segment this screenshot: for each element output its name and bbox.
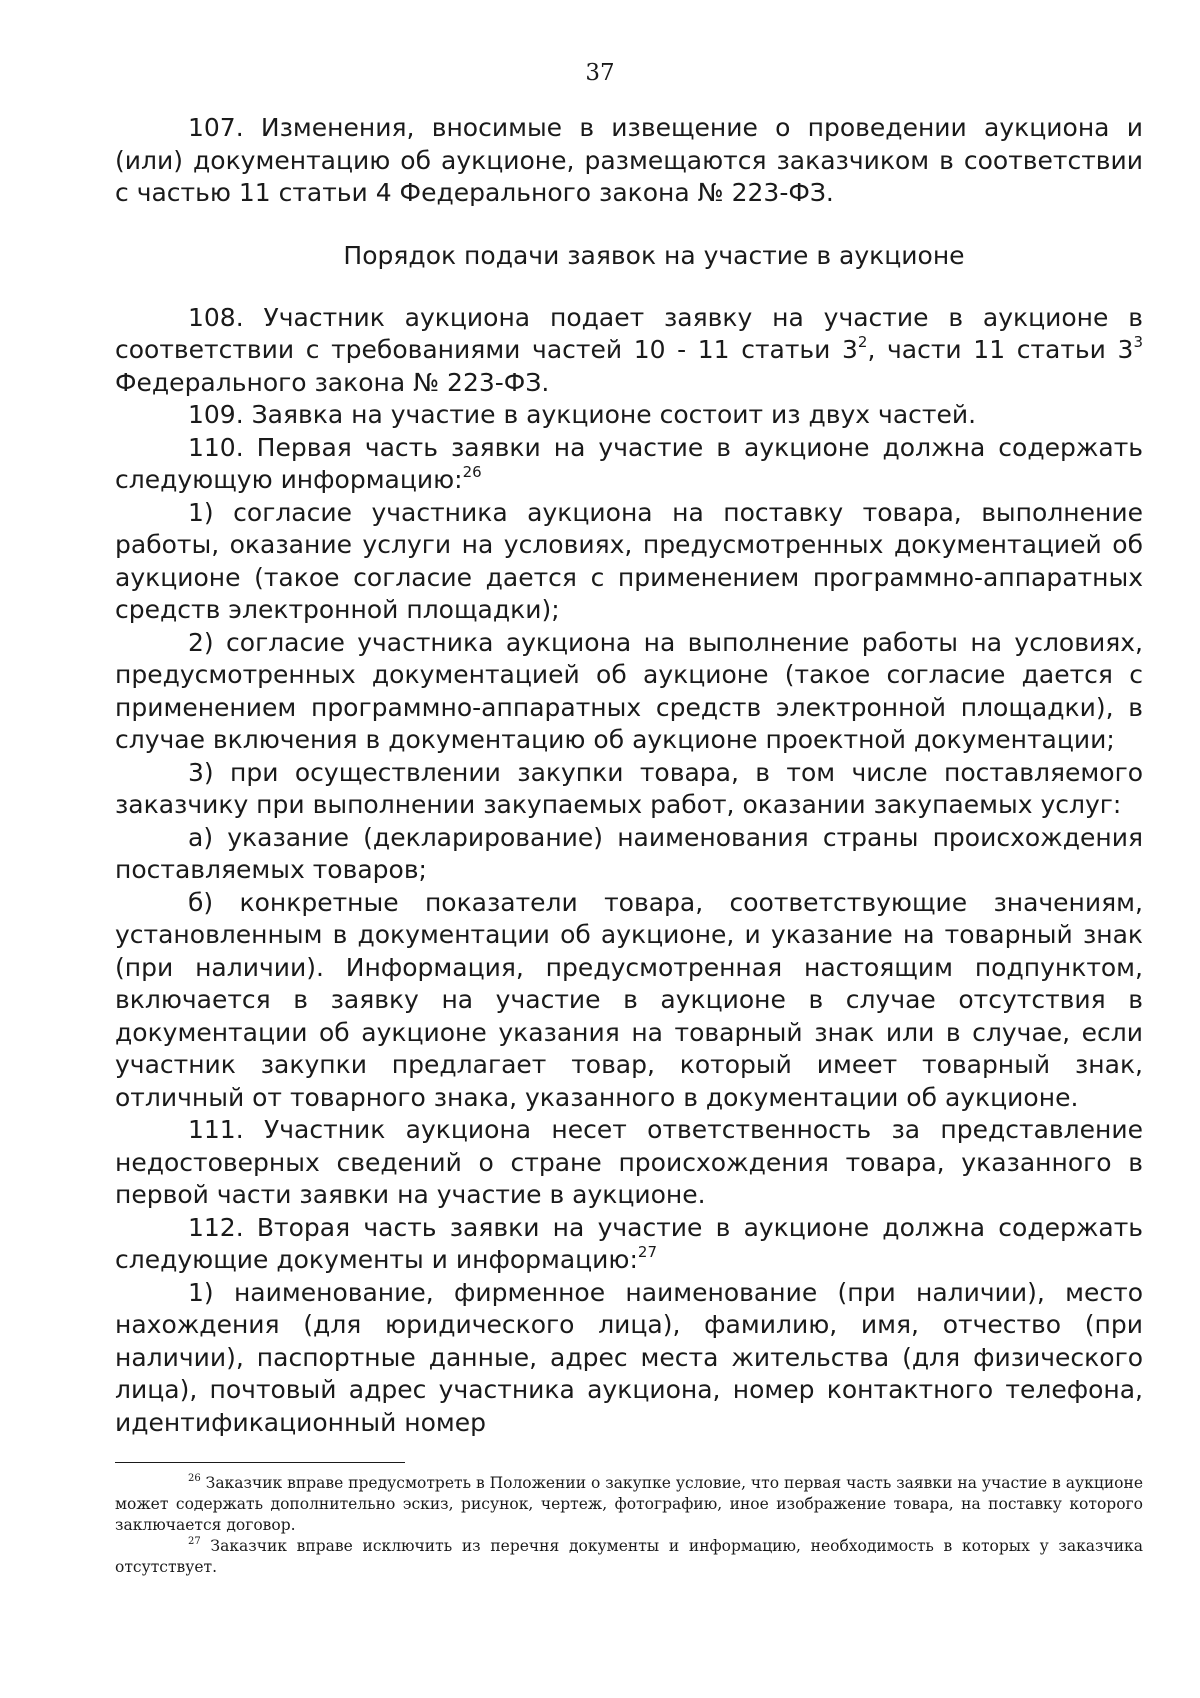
footnote-number: 26 bbox=[188, 1472, 201, 1484]
paragraph-108-text-3: Федерального закона № 223-ФЗ. bbox=[115, 367, 550, 397]
paragraph-112 bbox=[115, 1212, 1143, 1277]
paragraph-111: 111. Участник аукциона несет ответственность за представление недостоверных сведений о стране происхождения товара, указанного в первой части заявки на участие в аукционе. bbox=[115, 1115, 1143, 1209]
footnote-divider bbox=[115, 1462, 405, 1463]
footnote-27 bbox=[115, 1536, 1143, 1578]
paragraph-109: 109. Заявка на участие в аукционе состоит из двух частей. bbox=[188, 400, 977, 429]
superscript: 3 bbox=[1133, 332, 1143, 351]
section-heading: Порядок подачи заявок на участие в аукционе bbox=[343, 240, 965, 270]
footnote-text: Заказчик вправе исключить из перечня документы и информацию, необходимость в которых у заказчика отсутствует. bbox=[115, 1537, 1143, 1576]
paragraph-107: 107. Изменения, вносимые в извещение о проведении аукциона и (или) документацию об аукционе, размещаются заказчиком в соответствии с частью 11 статьи 4 Федерального закона № 223-ФЗ. bbox=[115, 113, 1143, 207]
paragraph-108-text-1: 108. Участник аукциона подает заявку на участие в аукционе в соответствии с требованиями частей 10 - 11 статьи 3 bbox=[115, 302, 1143, 364]
paragraph-110-text: 110. Первая часть заявки на участие в аукционе должна содержать следующую информацию: bbox=[115, 432, 1143, 494]
page-number: 37 bbox=[585, 60, 615, 86]
footnote-number: 27 bbox=[188, 1535, 201, 1547]
footnote-text: Заказчик вправе предусмотреть в Положении о закупке условие, что первая часть заявки на участие в аукционе может содержать дополнительно эскиз, рисунок, чертеж, фотографию, иное изображение товара, на поставку которого заключается договор. bbox=[115, 1474, 1143, 1534]
superscript: 2 bbox=[857, 332, 868, 351]
paragraph-108-text-2: , части 11 статьи 3 bbox=[867, 335, 1134, 364]
list-item-110-3: 3) при осуществлении закупки товара, в том числе поставляемого заказчику при выполнении закупаемых работ, оказании закупаемых услуг: bbox=[115, 757, 1143, 819]
paragraph-108 bbox=[115, 302, 1143, 400]
paragraph-110 bbox=[115, 432, 1143, 497]
list-item-112-1: 1) наименование, фирменное наименование (при наличии), место нахождения (для юридического лица), фамилию, имя, отчество (при наличии), паспортные данные, адрес места жительства (для физического лица), почтовый адрес участника аукциона, номер контактного телефона, идентификационный номер bbox=[115, 1277, 1143, 1437]
list-item-110-3a: а) указание (декларирование) наименования страны происхождения поставляемых товаров; bbox=[115, 822, 1143, 884]
list-item-110-1: 1) согласие участника аукциона на поставку товара, выполнение работы, оказание услуги на условиях, предусмотренных документацией об аукционе (такое согласие дается с применением программно-аппаратных средств электронной площадки); bbox=[115, 497, 1143, 624]
footnote-ref-26[interactable]: 26 bbox=[462, 462, 482, 481]
document-body bbox=[115, 112, 1143, 1439]
footnote-ref-27[interactable]: 27 bbox=[637, 1242, 657, 1261]
paragraph-112-text: 112. Вторая часть заявки на участие в аукционе должна содержать следующие документы и информацию: bbox=[115, 1212, 1143, 1274]
footnotes bbox=[115, 1473, 1143, 1578]
list-item-110-2: 2) согласие участника аукциона на выполнение работы на условиях, предусмотренных документацией об аукционе (такое согласие дается с применением программно-аппаратных средств электронной площадки), в случае включения в документацию об аукционе проектной документации; bbox=[115, 627, 1143, 754]
list-item-110-3b: б) конкретные показатели товара, соответствующие значениям, установленным в документации об аукционе, и указание на товарный знак (при наличии). Информация, предусмотренная настоящим подпунктом, включается в заявку на участие в аукционе в случае отсутствия в документации об аукционе указания на товарный знак или в случае, если участник закупки предлагает товар, который имеет товарный знак, отличный от товарного знака, указанного в документации об аукционе. bbox=[115, 887, 1143, 1112]
footnote-26 bbox=[115, 1473, 1143, 1536]
